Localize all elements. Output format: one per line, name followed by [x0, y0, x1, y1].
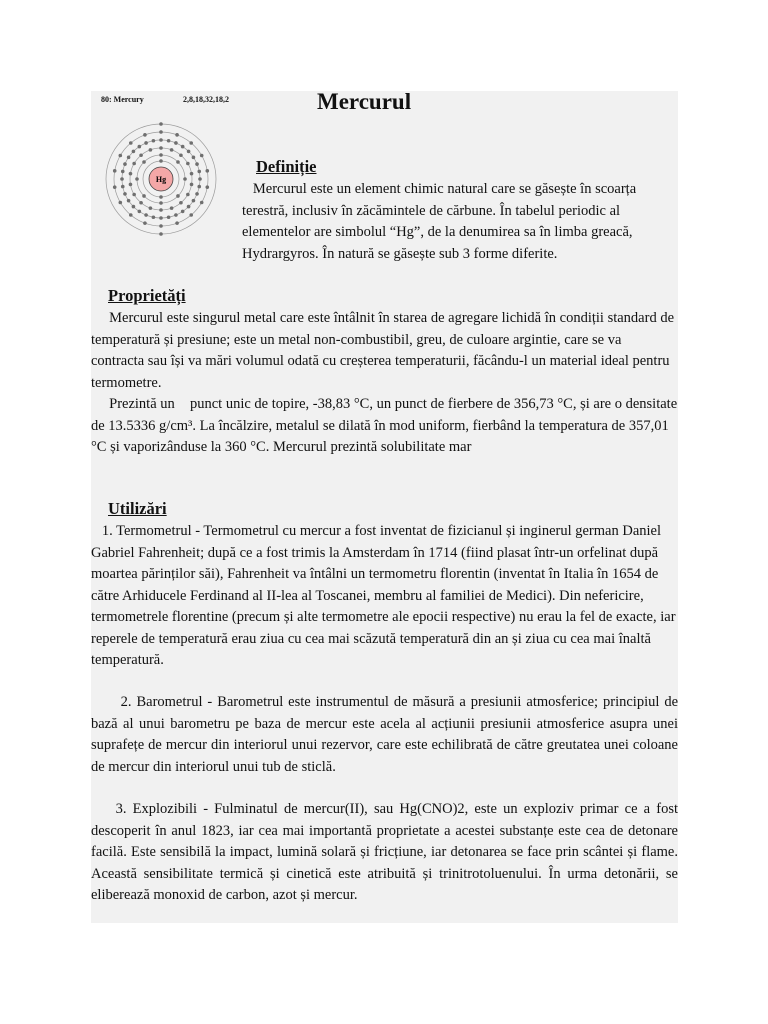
electron	[121, 170, 125, 174]
electron	[179, 153, 183, 157]
electron	[186, 162, 190, 166]
electron	[144, 213, 148, 217]
electron	[197, 185, 201, 189]
utilizari-item-termometrul: 1. Termometrul - Termometrul cu mercur a fost inventat de fizicianul și inginerul german Daniel Gabriel Fahrenheit; după ce a fost trimis la Amsterdam în 1714 (fiind plasat într-un orfelinat după moartea părinților săi), Fahrenheit va întâlni un termometru florentin (inventat în Italia în 1654 de către Arhiducele Ferdinand al II-lea al Toscanei, membru al familiei de Medici). Din nefericire, termometrele florentine (precum și alte termometre ale epocii respective) nu erau la fel de exacte, iar reperele de temperatură erau ziua cu cea mai scăzută temperatură din an și ziua cu cea mai înaltă temperatură.	[91, 523, 676, 668]
utilizari-heading: Utilizări	[108, 499, 167, 518]
proprietati-heading: Proprietăți	[108, 286, 186, 305]
electron	[119, 154, 123, 158]
electron	[159, 122, 163, 126]
electron	[200, 201, 204, 205]
electron	[200, 154, 204, 158]
electron	[139, 201, 143, 205]
electron	[149, 148, 153, 152]
electron	[127, 156, 131, 160]
atom-element-label: 80: Mercury	[101, 95, 144, 104]
electron	[152, 215, 156, 219]
electron	[167, 215, 171, 219]
electron	[159, 130, 163, 134]
electron	[159, 232, 163, 236]
electron	[159, 138, 163, 142]
electron	[144, 141, 148, 145]
definitie-heading: Definiție	[256, 157, 317, 176]
electron	[198, 177, 202, 181]
electron	[195, 192, 199, 196]
electron	[192, 199, 196, 203]
electron	[205, 169, 209, 173]
electron	[152, 139, 156, 143]
electron	[186, 193, 190, 197]
electron	[159, 195, 163, 199]
electron	[159, 146, 163, 150]
electron	[113, 169, 117, 173]
electron	[120, 177, 124, 181]
electron	[159, 159, 163, 163]
electron	[143, 221, 147, 225]
electron	[181, 145, 185, 149]
electron	[132, 150, 136, 154]
electron	[181, 210, 185, 214]
electron	[123, 192, 127, 196]
electron	[149, 206, 153, 210]
page-title: Mercurul	[317, 91, 412, 114]
electron	[143, 133, 147, 137]
electron	[132, 162, 136, 166]
electron	[132, 205, 136, 209]
electron	[139, 153, 143, 157]
electron	[176, 160, 180, 164]
electron	[127, 199, 131, 203]
electron	[129, 183, 133, 187]
electron	[205, 185, 209, 189]
electron	[175, 133, 179, 137]
electron	[159, 224, 163, 228]
proprietati-paragraph-1: Mercurul este singurul metal care este întâlnit în starea de agregare lichidă în condiții standard de temperatură și presiune; este un metal non-combustibil, greu, de culoare argintie, care se va contracta sau își va mări volumul odată cu creșterea temperaturii, făcându-l un material ideal pentru termometre.	[91, 310, 675, 391]
proprietati-paragraph-2: Prezintă un punct unic de topire, -38,83 °C, un punct de fierbere de 356,73 °C, și are o densitate de 13.5336 g/cm³. La încălzire, metalul se dilată în mod uniform, fierbând la temperatura de 357,01 °C și vaporizânduse la 360 °C. Mercurul prezintă solubilitate mar	[91, 396, 678, 455]
electron	[113, 185, 117, 189]
electron	[138, 210, 142, 214]
electron	[179, 201, 183, 205]
electron	[197, 170, 201, 174]
document-page	[91, 91, 678, 923]
electron	[123, 162, 127, 166]
utilizari-item-explozibili: 3. Explozibili - Fulminatul de mercur(II), sau Hg(CNO)2, este un exploziv primar ce a fost descoperit în anul 1823, iar cea mai importantă proprietate a acestei substanțe este cea de detonare facilă. Este sensibilă la impact, lumină solară și fricțiune, iar detonarea se face prin scântei și flame. Această sensibilitate termică și cinetică este atribuită și trinitrotoluenului. În urma detonării, se eliberează monoxid de carbon, azot și mercur.	[91, 801, 678, 903]
electron	[121, 185, 125, 189]
electron	[174, 213, 178, 217]
electron	[192, 156, 196, 160]
electron	[195, 162, 199, 166]
electron	[129, 141, 133, 145]
electron	[135, 177, 139, 181]
electron	[189, 141, 193, 145]
electron	[190, 172, 194, 176]
electron	[183, 177, 187, 181]
electron	[138, 145, 142, 149]
electron	[190, 183, 194, 187]
utilizari-item-barometrul: 2. Barometrul - Barometrul este instrumentul de măsură a presiunii atmosferice; principiul de bază al unui barometru pe baza de mercur este acela al acțiunii presiunii atmosferice asupra unei suprafețe de mercur din interiorul unui rezervor, care este echilibrată de către greutatea unei coloane de mercur din interiorul unui tub de sticlă.	[91, 694, 678, 775]
definitie-text: Mercurul este un element chimic natural care se găsește în scoarța terestră, inclusiv în zăcămintele de cărbune. În tabelul periodic al elementelor are simbolul “Hg”, de la denumirea sa în limba greacă, Hydrargyros. În natură se găsește sub 3 forme diferite.	[242, 181, 637, 262]
electron	[159, 208, 163, 212]
electron	[175, 221, 179, 225]
electron	[189, 213, 193, 217]
electron	[132, 193, 136, 197]
electron	[129, 213, 133, 217]
atom-shell-config-label: 2,8,18,32,18,2	[183, 95, 229, 104]
nucleus-symbol: Hg	[155, 175, 167, 184]
electron	[129, 172, 133, 176]
electron	[167, 139, 171, 143]
electron	[159, 201, 163, 205]
electron	[142, 194, 146, 198]
mercury-atom-diagram	[99, 95, 249, 245]
electron	[170, 148, 174, 152]
electron	[187, 150, 191, 154]
electron	[142, 160, 146, 164]
electron	[159, 153, 163, 157]
electron	[159, 216, 163, 220]
electron	[176, 194, 180, 198]
electron	[170, 206, 174, 210]
electron	[119, 201, 123, 205]
electron	[174, 141, 178, 145]
electron	[187, 205, 191, 209]
